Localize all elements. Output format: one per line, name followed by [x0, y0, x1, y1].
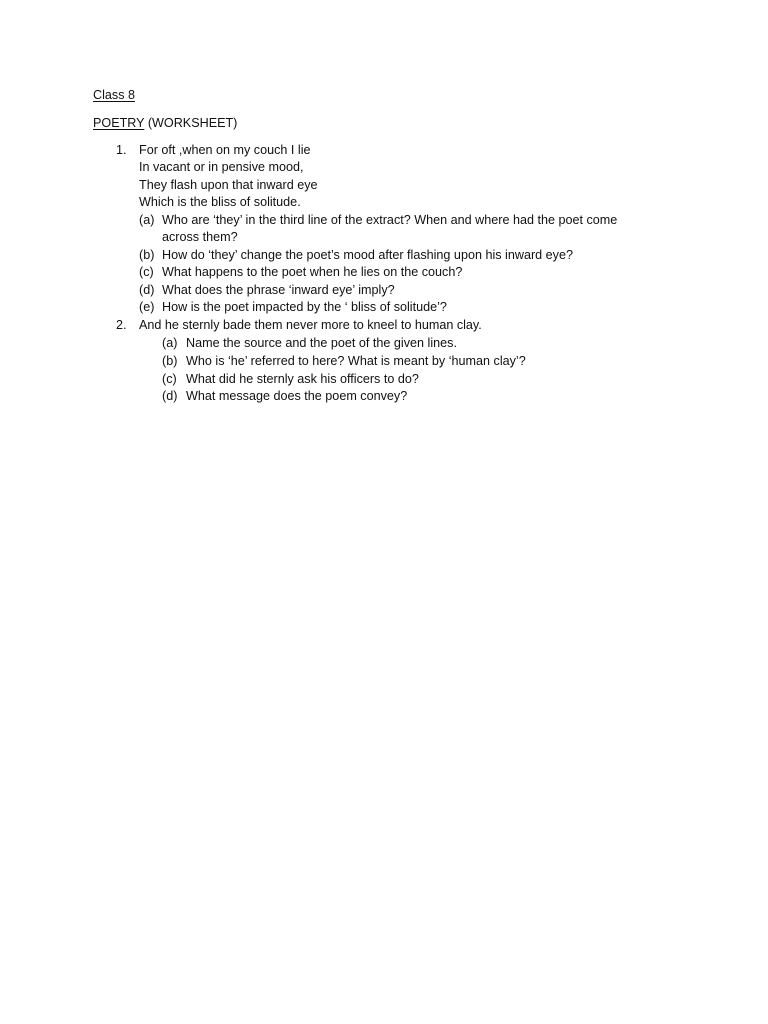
q1-extract-line-2: In vacant or in pensive mood, [139, 160, 304, 174]
q1a-text-line-1: Who are ‘they’ in the third line of the extract? When and where had the poet come [162, 213, 618, 227]
q1-extract-line-4: Which is the bliss of solitude. [139, 195, 301, 209]
q2b-label: (b) [162, 354, 178, 368]
q1d-text: What does the phrase ‘inward eye’ imply? [162, 283, 395, 297]
class-label: Class 8 [93, 88, 135, 102]
q1d-label: (d) [139, 283, 155, 297]
worksheet-title [93, 115, 237, 132]
question-2-number: 2. [116, 318, 127, 332]
q2-extract: And he sternly bade them never more to kneel to human clay. [139, 318, 482, 332]
q1c-label: (c) [139, 265, 154, 279]
q1b-label: (b) [139, 248, 155, 262]
q1e-text: How is the poet impacted by the ‘ bliss of solitude’? [162, 300, 447, 314]
q1-extract-line-1: For oft ,when on my couch I lie [139, 143, 311, 157]
q1e-label: (e) [139, 300, 155, 314]
q2d-label: (d) [162, 389, 178, 403]
q2c-text: What did he sternly ask his officers to do? [186, 372, 419, 386]
q1c-text: What happens to the poet when he lies on the couch? [162, 265, 463, 279]
subject-title: POETRY [93, 116, 145, 130]
q2c-label: (c) [162, 372, 177, 386]
q1a-text-line-2: across them? [162, 230, 238, 244]
q1a-label: (a) [139, 213, 155, 227]
subject-suffix: (WORKSHEET) [147, 116, 238, 130]
q1b-text: How do ‘they’ change the poet’s mood after flashing upon his inward eye? [162, 248, 573, 262]
q2b-text: Who is ‘he’ referred to here? What is meant by ‘human clay’? [186, 354, 526, 368]
q2a-text: Name the source and the poet of the given lines. [186, 336, 457, 350]
q1-extract-line-3: They flash upon that inward eye [139, 178, 318, 192]
question-1-number: 1. [116, 143, 127, 157]
q2d-text: What message does the poem convey? [186, 389, 408, 403]
q2a-label: (a) [162, 336, 178, 350]
